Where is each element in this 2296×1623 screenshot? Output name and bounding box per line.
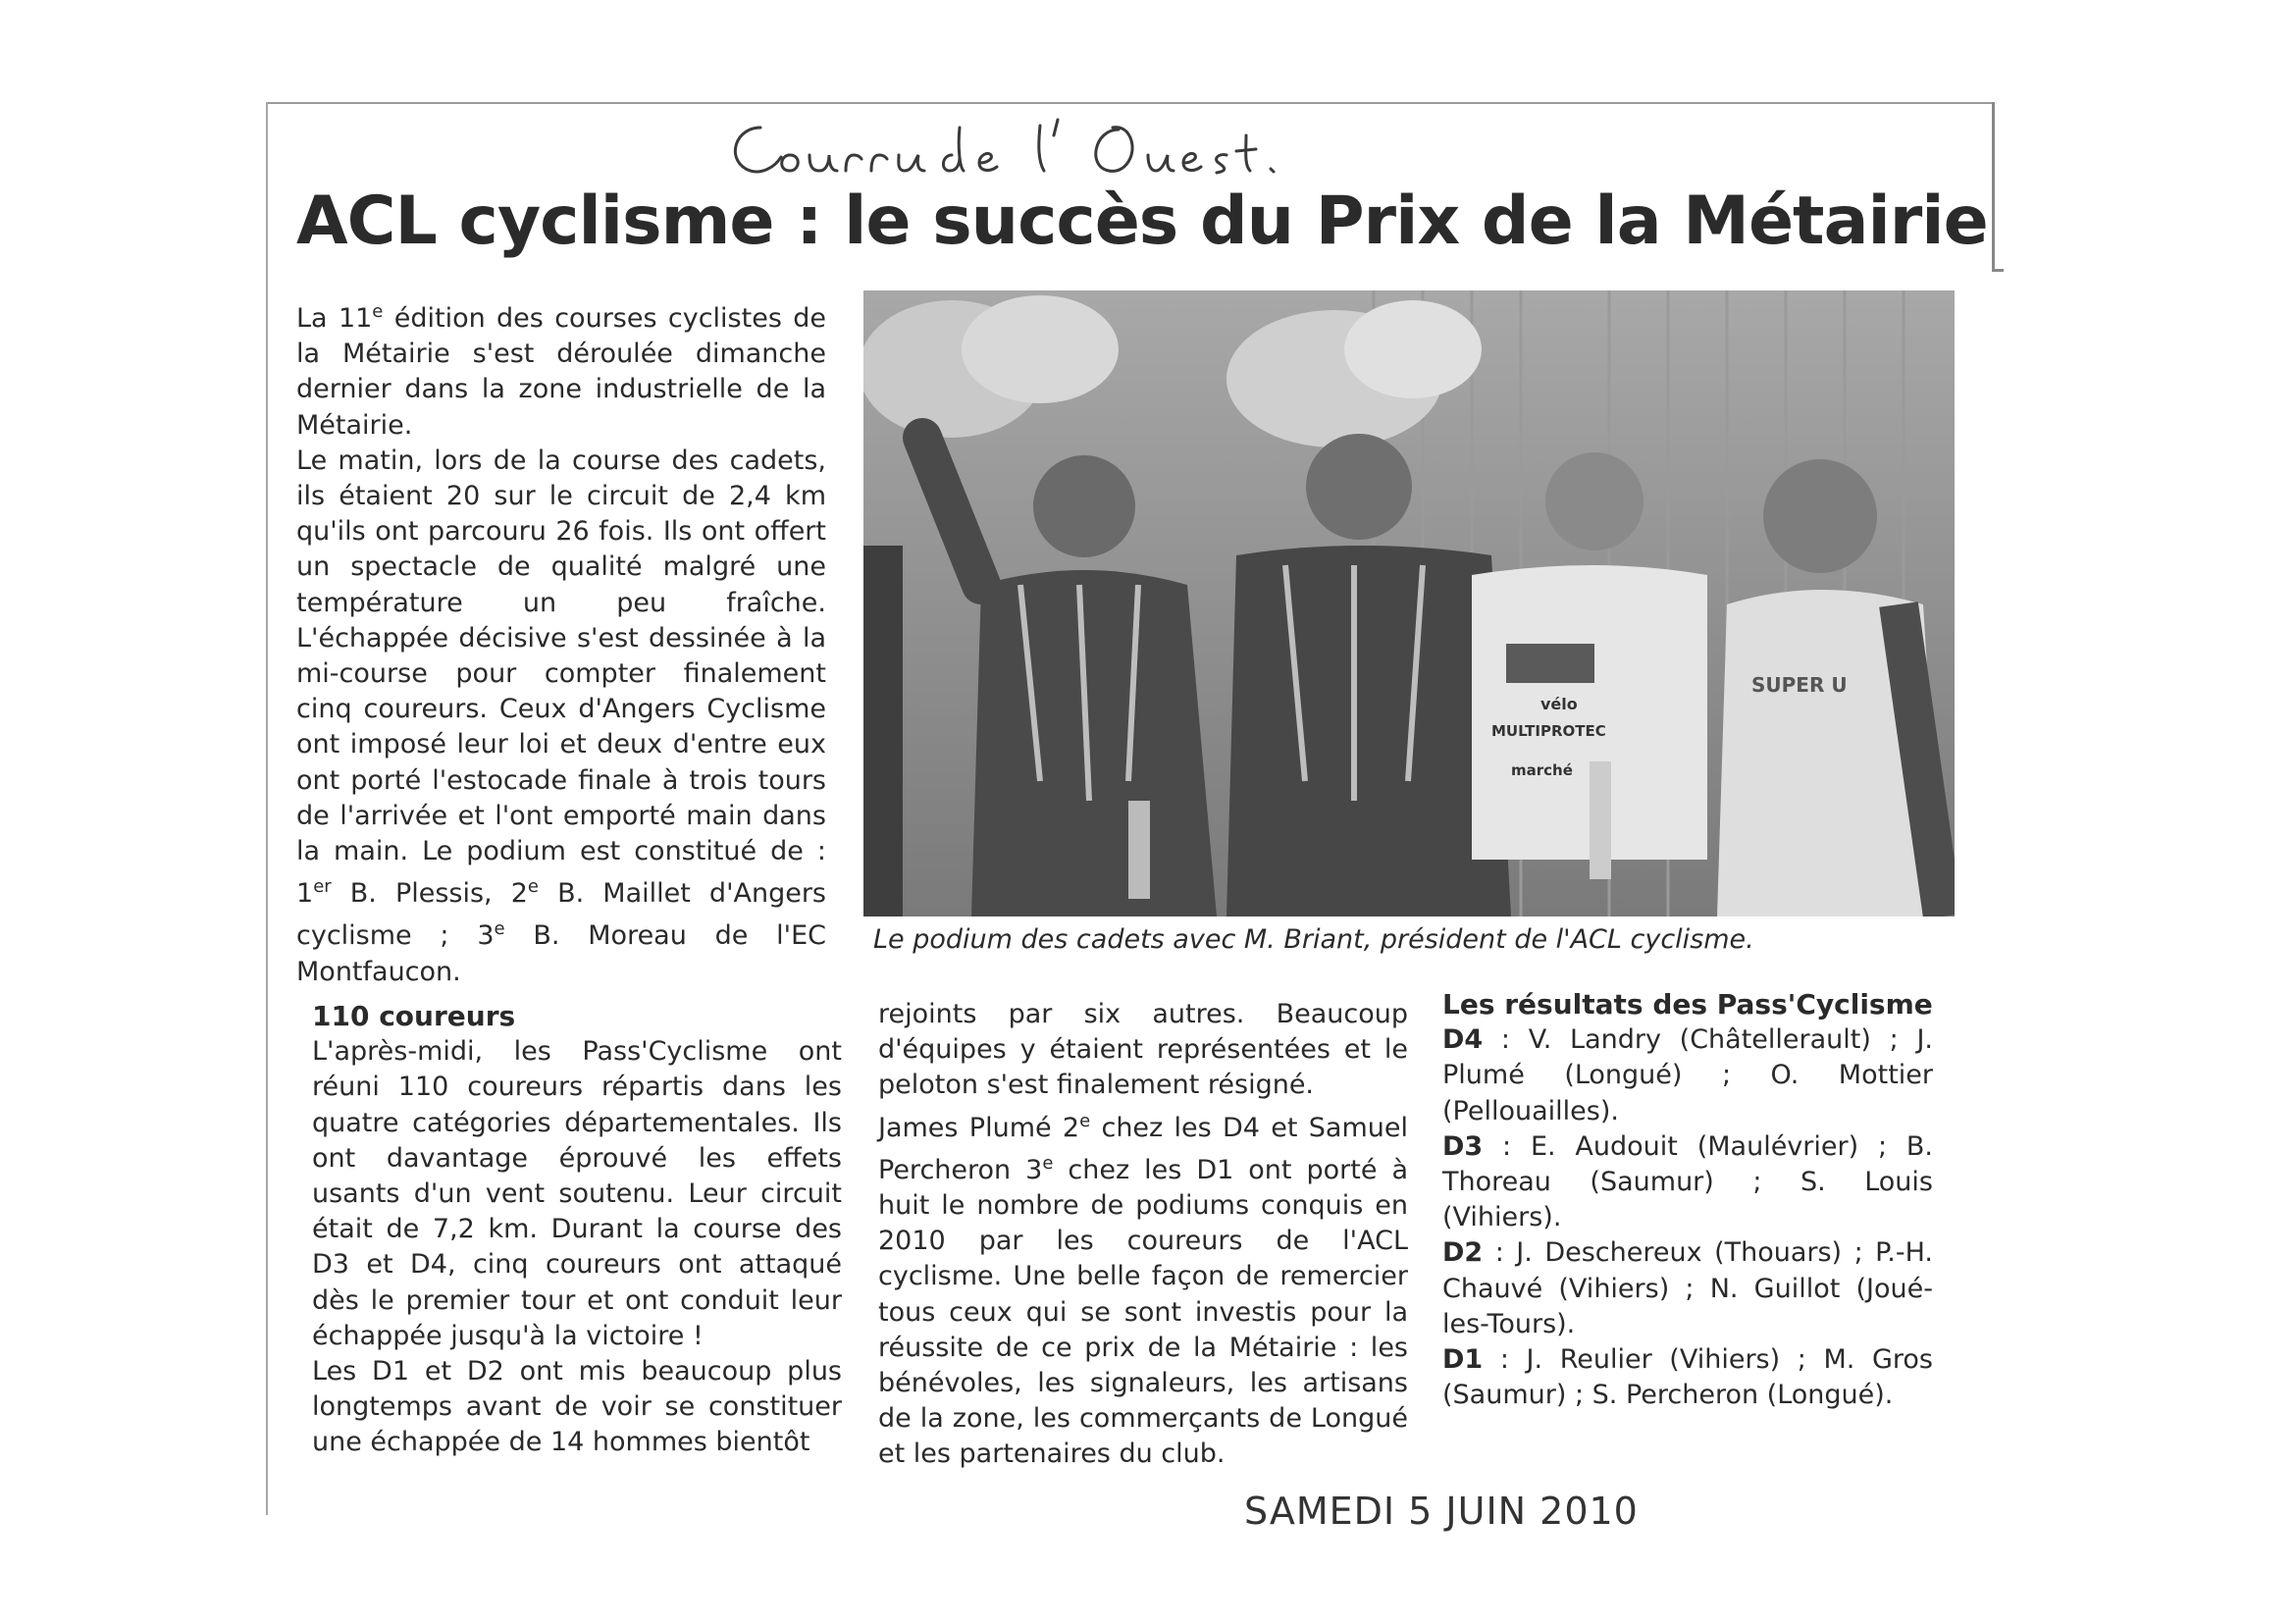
intro-p2-c: B. Maillet d'Angers cyclisme ; 3 (296, 878, 826, 952)
intro-p2-a: Le matin, lors de la course des cadets, ils étaient 20 sur le circuit de 2,4 km qu'ils ont parcouru 26 fois. Ils ont offert un spectacle de qualité malgré une température un peu fraîche. L'échappée décisive s'est dessinée à la mi-course pour compter finalement cinq coureurs. Ceux d'Angers Cyclisme ont imposé leur loi et deux d'entre eux ont porté l'estocade finale à trois tours de l'arrivée et l'ont emporté main dans la main. Le podium est constitué de : 1 (296, 445, 826, 910)
section2-paragraph-1: L'après-midi, les Pass'Cyclisme ont réuni 110 coureurs répartis dans les quatre catégories départementales. Ils ont davantage éprouvé les effets usants d'un vent soutenu. Leur circuit était de 7,2 km. Durant la course des D3 et D4, cinq coureurs ont attaqué dès le premier tour et ont conduit leur échappée jusqu'à la victoire ! (312, 1036, 842, 1351)
handwritten-masthead (716, 108, 1334, 186)
results-entry-d2 (1442, 1235, 1933, 1342)
intro-p1-pre: La 11 (296, 303, 373, 334)
results-entry-d4 (1442, 1022, 1933, 1129)
intro-p1-sup: e (372, 301, 384, 322)
intro-p2-d: B. Moreau de l'EC Montfaucon. (296, 920, 826, 987)
intro-p1-post: édition des courses cyclistes de la Métairie s'est déroulée dimanche dernier dans la zone industrielle de la Métairie. (296, 303, 826, 441)
section3-column (878, 997, 1408, 1473)
section2-subhead: 110 coureurs (312, 1000, 516, 1032)
intro-paragraph-1 (296, 294, 826, 444)
section3-paragraph-2 (878, 1104, 1408, 1473)
publication-date: SAMEDI 5 JUIN 2010 (1244, 1490, 1639, 1533)
section3-p2-sup1: e (1079, 1110, 1091, 1131)
section3-p2-a: James Plumé 2 (878, 1112, 1080, 1143)
results-text-d3: : E. Audouit (Maulévrier) ; B. Thoreau (Saumur) ; S. Louis (Vihiers). (1442, 1130, 1933, 1233)
clipping-border-left (266, 102, 268, 1515)
intro-paragraph-2 (296, 444, 826, 990)
intro-column (296, 294, 826, 990)
jersey-text-super-u: SUPER U (1751, 673, 1848, 697)
podium-photo (863, 290, 1955, 916)
results-title: Les résultats des Pass'Cyclisme (1442, 988, 1933, 1021)
results-cat-d2: D2 (1442, 1237, 1484, 1269)
results-cat-d1: D1 (1442, 1344, 1484, 1376)
results-column (1442, 987, 1933, 1413)
section2-paragraph-2: Les D1 et D2 ont mis beaucoup plus longtemps avant de voir se constituer une échappée de 14 hommes bientôt (312, 1356, 842, 1458)
results-text-d4: : V. Landry (Châtellerault) ; J. Plumé (Longué) ; O. Mottier (Pellouailles). (1442, 1024, 1933, 1126)
results-text-d1: : J. Reulier (Vihiers) ; M. Gros (Saumur) ; S. Percheron (Longué). (1442, 1344, 1933, 1411)
jersey-text-multiprotec: MULTIPROTEC (1491, 722, 1606, 740)
jersey-text-velo: vélo (1540, 695, 1578, 713)
intro-p2-sup3: e (494, 918, 505, 940)
section2-column (312, 999, 842, 1461)
results-cat-d3: D3 (1442, 1130, 1484, 1162)
clipping-border-right (1992, 102, 1995, 269)
clipping-border-corner (1992, 269, 2004, 272)
section3-p2-b: chez les D4 et Samuel Percheron 3 (878, 1112, 1408, 1185)
results-entry-d1 (1442, 1342, 1933, 1413)
intro-p2-sup2: e (527, 876, 539, 898)
section3-p2-sup2: e (1042, 1152, 1054, 1174)
section3-p2-c: chez les D1 ont porté à huit le nombre de podiums conquis en 2010 par les coureurs de l'ACL cyclisme. Une belle façon de remercier tous ceux qui se sont investis pour la réussite de ce prix de la Métairie : les bénévoles, les signaleurs, les artisans de la zone, les commerçants de Longué et les partenaires du club. (878, 1154, 1409, 1470)
headline: ACL cyclisme : le succès du Prix de la Métairie (296, 183, 1988, 260)
clipping-border-top (267, 102, 1994, 104)
jersey-text-marche: marché (1511, 761, 1573, 779)
photo-caption: Le podium des cadets avec M. Briant, président de l'ACL cyclisme. (873, 924, 1754, 955)
intro-p2-sup1: er (313, 876, 332, 898)
intro-p2-b: B. Plessis, 2 (331, 878, 528, 910)
section3-paragraph-1: rejoints par six autres. Beaucoup d'équipes y étaient représentées et le peloton s'est finalement résigné. (878, 999, 1408, 1101)
results-text-d2: : J. Deschereux (Thouars) ; P.-H. Chauvé (Vihiers) ; N. Guillot (Joué-les-Tours). (1442, 1237, 1933, 1339)
results-entry-d3 (1442, 1129, 1933, 1236)
results-cat-d4: D4 (1442, 1024, 1484, 1056)
